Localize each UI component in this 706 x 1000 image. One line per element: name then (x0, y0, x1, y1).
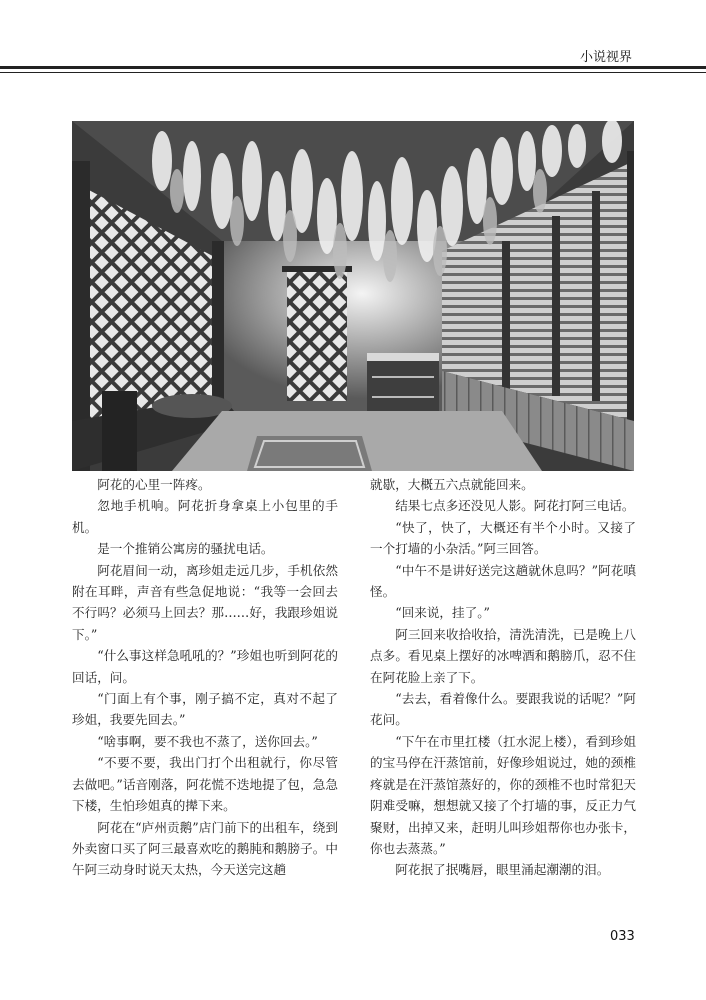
page-number: 033 (610, 929, 635, 944)
section-label: 小说视界 (579, 50, 632, 65)
paragraph: “不要不要，我出门打个出租就行，你尽管去做吧。”话音刚落，阿花慌不迭地提了包，急急下楼，生怕珍姐真的撵下来。 (72, 755, 338, 814)
paragraph: 阿花的心里一阵疼。 (97, 477, 211, 492)
paragraph: 阿花眉间一动，离珍姐走远几步，手机依然附在耳畔，声音有些急促地说：“我等一会回去不行吗？必须马上回去？那……好，我跟珍姐说下。” (72, 562, 338, 642)
paragraph: 阿花抿了抿嘴唇，眼里涌起潮潮的泪。 (395, 862, 610, 878)
header-rule-thick (0, 66, 706, 69)
paragraph: “什么事这样急吼吼的？”珍姐也听到阿花的回话，问。 (72, 648, 338, 685)
paragraph: “回来说，挂了。” (395, 605, 490, 621)
paragraph: “去去，看着像什么。要跟我说的话呢？”阿花问。 (370, 691, 636, 728)
paragraph: “下午在市里扛楼（扛水泥上楼），看到珍姐的宝马停在汗蒸馆前，好像珍姐说过，她的颈椎疼就是在汗蒸馆蒸好的，你的颈椎不也时常犯天阴难受嘛，想想就又接了个打墙的事，反正力气聚财，出掉又来，赶明儿叫珍姐帮你也办张卡，你也去蒸蒸。” (370, 733, 636, 856)
paragraph: 是一个推销公寓房的骚扰电话。 (97, 541, 274, 557)
paragraph: “中午不是讲好送完这趟就休息吗？”阿花嗔怪。 (370, 562, 636, 600)
paragraph: 阿三回来收拾收拾，清洗清洗，已是晚上八点多。看见桌上摆好的冰啤酒和鹅膀爪，忍不住在阿花脸上亲了下。 (370, 626, 636, 685)
paragraph: 就歇，大概五六点就能回来。 (370, 477, 534, 492)
paragraph: “快了，快了，大概还有半个小时。又接了一个打墙的小杂活。”阿三回答。 (370, 519, 636, 557)
paragraph: 阿花在“庐州贡鹅”店门前下的出租车，绕到外卖窗口买了阿三最喜欢吃的鹅肫和鹅膀子。中午阿三动身时说天太热，今天送完这趟 (72, 819, 338, 878)
header-rule-thin (0, 72, 706, 73)
left-text-column (72, 474, 338, 881)
right-text-column (370, 474, 636, 881)
paragraph: 忽地手机响。阿花折身拿桌上小包里的手机。 (72, 498, 338, 535)
restaurant-corridor-photo (72, 121, 634, 471)
paragraph: 结果七点多还没见人影。阿花打阿三电话。 (395, 498, 635, 514)
paragraph: “啥事啊，要不我也不蒸了，送你回去。” (97, 733, 318, 749)
paragraph: “门面上有个事，刚子搞不定，真对不起了珍姐，我要先回去。” (72, 691, 338, 728)
